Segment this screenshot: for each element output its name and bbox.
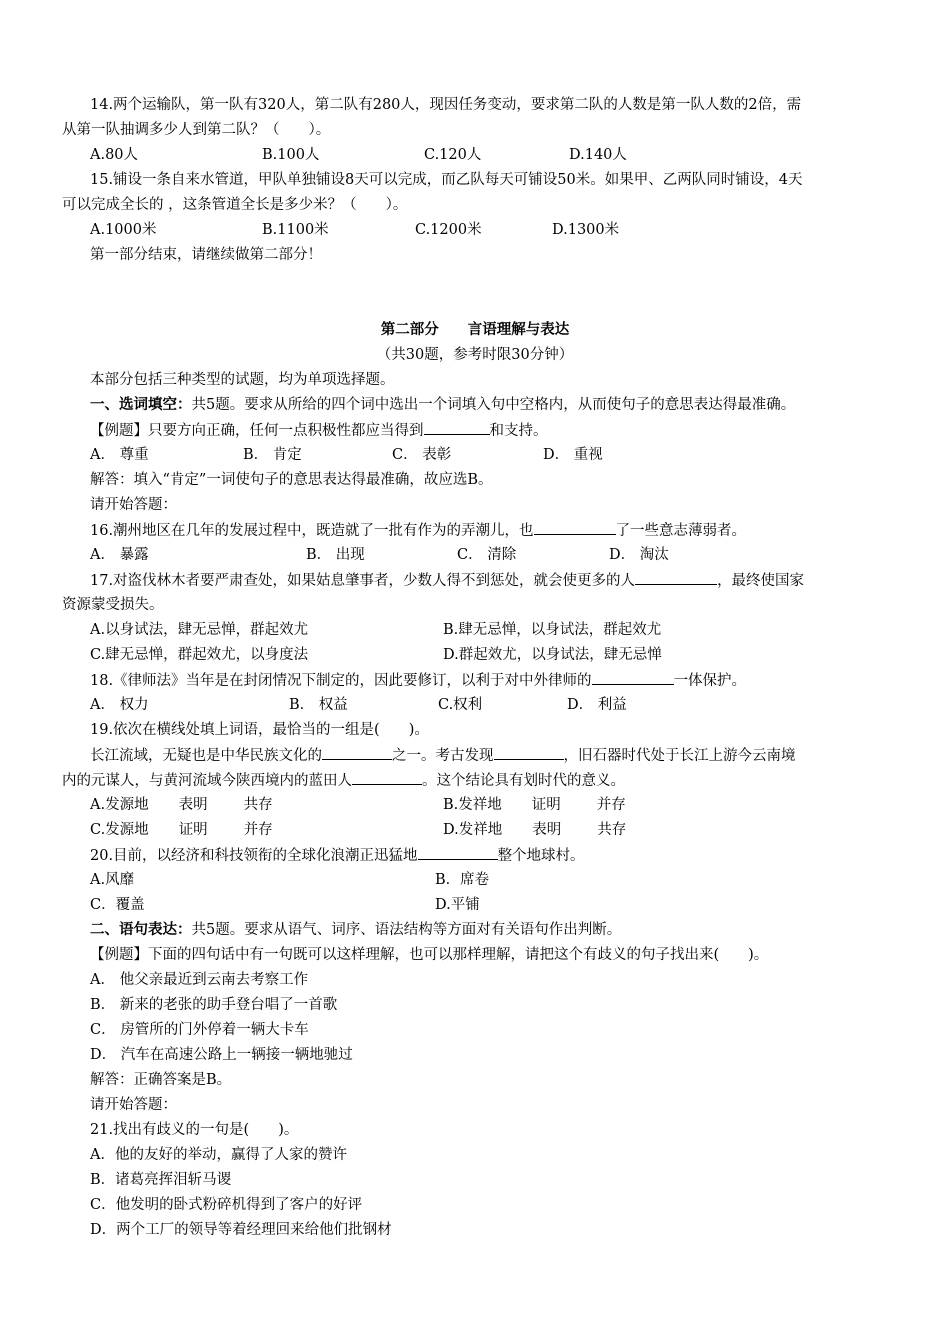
part1-end-notice: 第一部分结束，请继续做第二部分！ xyxy=(90,247,322,263)
q20-suffix: 整个地球村。 xyxy=(497,848,585,864)
q17-stem-line2: 资源蒙受损失。 xyxy=(62,597,164,613)
sec1-answer: 解答：填入“肯定”一词使句子的意思表达得最准确，故应选B。 xyxy=(90,472,493,488)
q15-option-a: A.1000米 xyxy=(90,222,157,238)
sec2-heading-line xyxy=(90,920,621,940)
q17-option-d: D.群起效尤，以身试法，肆无忌惮 xyxy=(443,647,662,663)
sec2-example-option-a: A． 他父亲最近到云南去考察工作 xyxy=(90,972,309,988)
q15-option-c: C.1200米 xyxy=(415,222,482,238)
sec2-example-option-c: C． 房管所的门外停着一辆大卡车 xyxy=(90,1022,309,1038)
answer-blank xyxy=(635,570,717,585)
q18-prefix: 18.《律师法》当年是在封闭情况下制定的，因此要修订，以利于对中外律师的 xyxy=(90,673,592,689)
q19-passage-a: 长江流域，无疑也是中华民族文化的 xyxy=(90,748,322,764)
sec2-heading: 二、语句表达： xyxy=(90,921,192,938)
q16-option-c: C． 清除 xyxy=(457,547,517,563)
q20-prefix: 20.目前，以经济和科技领衔的全球化浪潮正迅猛地 xyxy=(90,848,418,864)
q15-stem-line2: 可以完成全长的 ，这条管道全长是多少米？（ ）。 xyxy=(62,197,408,213)
sec1-example-suffix: 和支持。 xyxy=(489,423,548,439)
q14-option-b: B.100人 xyxy=(262,147,320,163)
answer-blank xyxy=(424,420,490,435)
q18-stem xyxy=(90,670,746,691)
q16-option-d: D． 淘汰 xyxy=(609,547,669,563)
q19-passage-c: ，旧石器时代处于长江上游今云南境 xyxy=(563,748,796,764)
q14-stem-line2: 从第一队抽调多少人到第二队？（ ）。 xyxy=(62,122,331,138)
q16-prefix: 16.潮州地区在几年的发展过程中，既造就了一批有作为的弄潮儿，也 xyxy=(90,523,534,539)
sec2-example-option-d: D． 汽车在高速公路上一辆接一辆地驰过 xyxy=(90,1047,353,1063)
sec2-example: 【例题】下面的四句话中有一句既可以这样理解，也可以那样理解，请把这个有歧义的句子找出来( )。 xyxy=(90,947,769,963)
answer-blank xyxy=(352,770,422,785)
q18-suffix: 一体保护。 xyxy=(673,673,747,689)
q16-stem xyxy=(90,520,746,541)
q14-stem-line1: 14.两个运输队，第一队有320人，第二队有280人，现因任务变动，要求第二队的人数是第一队人数的2倍，需 xyxy=(90,97,802,113)
q14-option-a: A.80人 xyxy=(90,147,139,163)
answer-blank xyxy=(494,745,564,760)
q18-option-c: C.权利 xyxy=(438,697,483,713)
q19-stem: 19.依次在横线处填上词语，最恰当的一组是( )。 xyxy=(90,722,429,738)
sec2-start: 请开始答题： xyxy=(90,1097,177,1113)
part2-title: 第二部分 言语理解与表达 xyxy=(380,321,570,338)
q17-prefix: 17.对盗伐林木者要严肃查处，如果姑息肇事者，少数人得不到惩处，就会使更多的人 xyxy=(90,573,636,589)
sec1-example-option-d: D． 重视 xyxy=(543,447,603,463)
q17-option-b: B.肆无忌惮，以身试法，群起效尤 xyxy=(443,622,662,638)
q21-option-d: D．两个工厂的领导等着经理回来给他们批钢材 xyxy=(90,1222,392,1238)
q19-option-a: A.发源地 表明 共存 xyxy=(90,797,273,813)
q15-stem-line1: 15.铺设一条自来水管道，甲队单独铺设8天可以完成，而乙队每天可铺设50米。如果甲、乙两队同时铺设，4天 xyxy=(90,172,803,188)
q15-option-d: D.1300米 xyxy=(552,222,620,238)
q19-option-d: D.发祥地 表明 共存 xyxy=(443,822,627,838)
q17-stem xyxy=(90,570,804,591)
sec1-example-option-b: B． 肯定 xyxy=(243,447,302,463)
sec1-example-prefix: 【例题】只要方向正确，任何一点积极性都应当得到 xyxy=(90,423,424,439)
q17-option-c: C.肆无忌惮，群起效尤，以身度法 xyxy=(90,647,309,663)
q20-option-a: A.风靡 xyxy=(90,872,135,888)
q16-option-a: A． 暴露 xyxy=(90,547,149,563)
q21-option-c: C．他发明的卧式粉碎机得到了客户的好评 xyxy=(90,1197,363,1213)
sec2-answer: 解答：正确答案是B。 xyxy=(90,1072,232,1088)
q19-passage-line1 xyxy=(90,745,796,766)
q15-option-b: B.1100米 xyxy=(262,222,329,238)
sec2-example-option-b: B． 新来的老张的助手登台唱了一首歌 xyxy=(90,997,338,1013)
answer-blank xyxy=(322,745,392,760)
sec1-start: 请开始答题： xyxy=(90,497,177,513)
sec1-example-option-a: A． 尊重 xyxy=(90,447,149,463)
q20-option-b: B．席卷 xyxy=(435,872,490,888)
q19-passage-d: 内的元谋人，与黄河流域今陕西境内的蓝田人 xyxy=(62,773,352,789)
q16-option-b: B． 出现 xyxy=(306,547,365,563)
q20-stem xyxy=(90,845,585,866)
sec1-heading: 一、选词填空： xyxy=(90,396,192,413)
part2-intro: 本部分包括三种类型的试题，均为单项选择题。 xyxy=(90,372,395,388)
q20-option-c: C．覆盖 xyxy=(90,897,145,913)
q17-suffix: ，最终使国家 xyxy=(717,573,805,589)
answer-blank xyxy=(418,845,498,860)
sec2-desc: 共5题。要求从语气、词序、语法结构等方面对有关语句作出判断。 xyxy=(191,922,622,938)
q18-option-d: D． 利益 xyxy=(567,697,627,713)
q19-passage-line2 xyxy=(62,770,625,791)
q19-passage-b: 之一。考古发现 xyxy=(392,748,494,764)
sec1-heading-line xyxy=(90,395,795,415)
sec1-example xyxy=(90,420,548,441)
q21-option-a: A．他的友好的举动，赢得了人家的赞许 xyxy=(90,1147,347,1163)
q19-passage-e: 。这个结论具有划时代的意义。 xyxy=(422,773,625,789)
part2-subtitle: （共30题，参考时限30分钟） xyxy=(376,347,574,363)
answer-blank xyxy=(592,670,674,685)
q19-option-b: B.发祥地 证明 并存 xyxy=(443,797,626,813)
q20-option-d: D.平铺 xyxy=(435,897,480,913)
q18-option-b: B． 权益 xyxy=(289,697,348,713)
q21-option-b: B．诸葛亮挥泪斩马谡 xyxy=(90,1172,232,1188)
sec1-desc: 共5题。要求从所给的四个词中选出一个词填入句中空格内，从而使句子的意思表达得最准确。 xyxy=(191,397,796,413)
sec1-example-option-c: C． 表彰 xyxy=(392,447,452,463)
q14-option-c: C.120人 xyxy=(424,147,482,163)
answer-blank xyxy=(534,520,616,535)
q19-option-c: C.发源地 证明 并存 xyxy=(90,822,273,838)
q16-suffix: 了一些意志薄弱者。 xyxy=(615,523,747,539)
q14-option-d: D.140人 xyxy=(569,147,627,163)
q21-stem: 21.找出有歧义的一句是( )。 xyxy=(90,1122,299,1138)
q18-option-a: A． 权力 xyxy=(90,697,149,713)
q17-option-a: A.以身试法，肆无忌惮，群起效尤 xyxy=(90,622,309,638)
